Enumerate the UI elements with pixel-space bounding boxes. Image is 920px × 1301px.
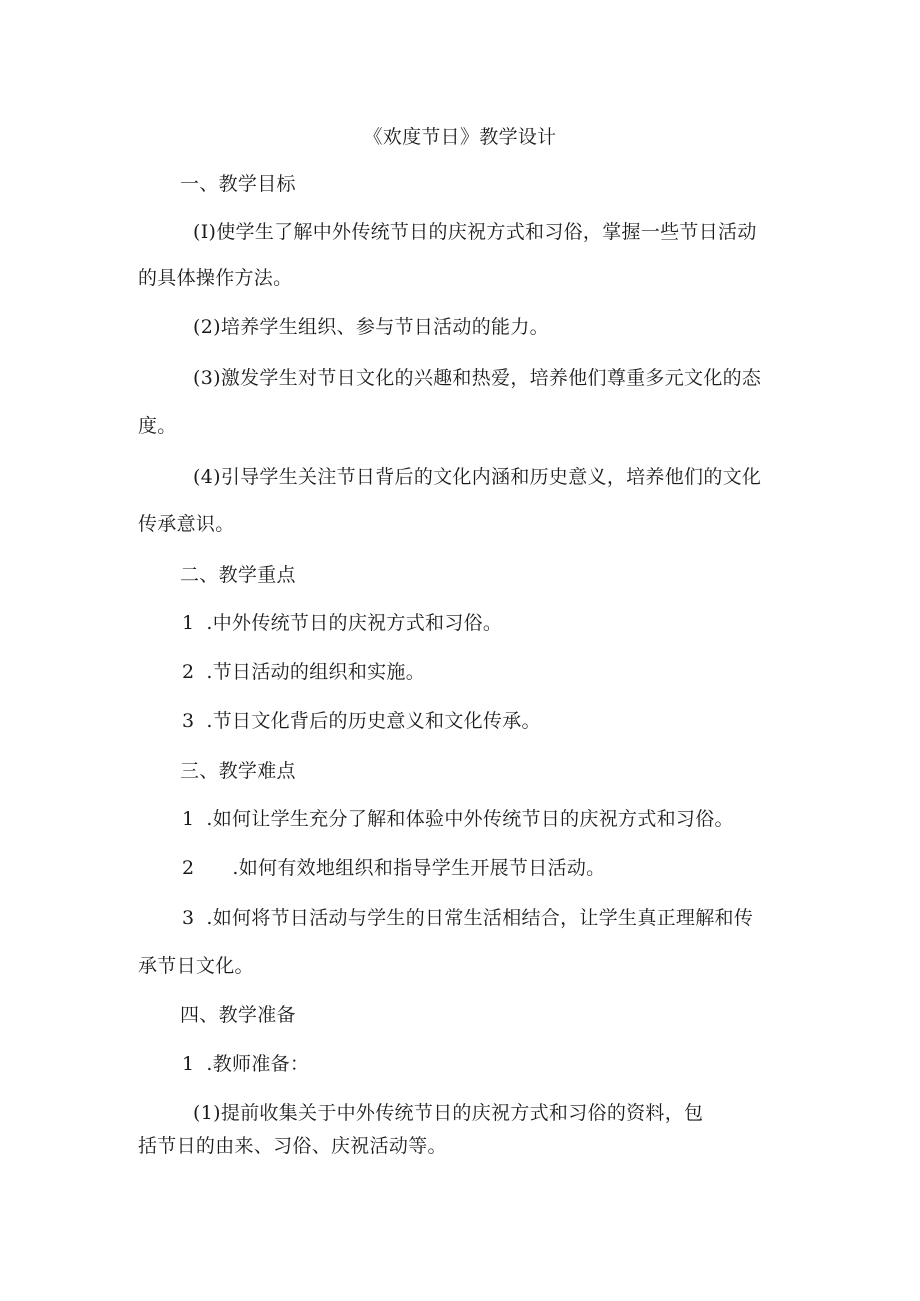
list-text: .节日文化背后的历史意义和文化传承。: [206, 710, 541, 732]
list-text: .中外传统节日的庆祝方式和习俗。: [206, 612, 503, 634]
list-item: [182, 709, 541, 733]
paragraph-line: 传承意识。: [138, 513, 235, 535]
list-item: [182, 660, 425, 684]
list-text: .教师准备：: [206, 1053, 310, 1075]
paragraph-line: (3)激发学生对节日文化的兴趣和热爱，培养他们尊重多元文化的态: [193, 367, 762, 389]
list-number: 2: [182, 857, 195, 879]
section-heading: 四、教学准备: [180, 1004, 296, 1026]
paragraph-line: 的具体操作方法。: [138, 267, 293, 289]
list-number: 1: [182, 808, 195, 830]
list-item: [182, 611, 502, 635]
paragraph-line: 承节日文化。: [138, 955, 254, 977]
list-number: 2: [182, 661, 195, 683]
section-heading: 一、教学目标: [180, 173, 296, 195]
list-number: 3: [182, 907, 195, 929]
list-number: 1: [182, 1053, 195, 1075]
list-number: 1: [182, 612, 195, 634]
paragraph-line: 度。: [138, 415, 177, 437]
list-item: [182, 807, 734, 831]
paragraph-line: (4)引导学生关注节日背后的文化内涵和历史意义，培养他们的文化: [193, 466, 762, 488]
list-text: .如何有效地组织和指导学生开展节日活动。: [232, 857, 606, 879]
section-heading: 二、教学重点: [180, 564, 296, 586]
paragraph-line: (1)提前收集关于中外传统节日的庆祝方式和习俗的资料，包: [193, 1102, 704, 1124]
list-item: [182, 856, 605, 880]
list-text: .如何让学生充分了解和体验中外传统节日的庆祝方式和习俗。: [206, 808, 734, 830]
list-item: [182, 1052, 309, 1076]
section-heading: 三、教学难点: [180, 760, 296, 782]
document-title: 《欢度节日》教学设计: [363, 126, 557, 148]
list-text: .如何将节日活动与学生的日常生活相结合，让学生真正理解和传: [206, 907, 754, 929]
list-number: 3: [182, 710, 195, 732]
paragraph-line: (I)使学生了解中外传统节日的庆祝方式和习俗，掌握一些节日活动: [193, 221, 757, 243]
paragraph-line: (2)培养学生组织、参与节日活动的能力。: [193, 316, 549, 338]
list-item: [182, 906, 753, 930]
paragraph-line: 括节日的由来、习俗、庆祝活动等。: [138, 1135, 447, 1157]
list-text: .节日活动的组织和实施。: [206, 661, 426, 683]
